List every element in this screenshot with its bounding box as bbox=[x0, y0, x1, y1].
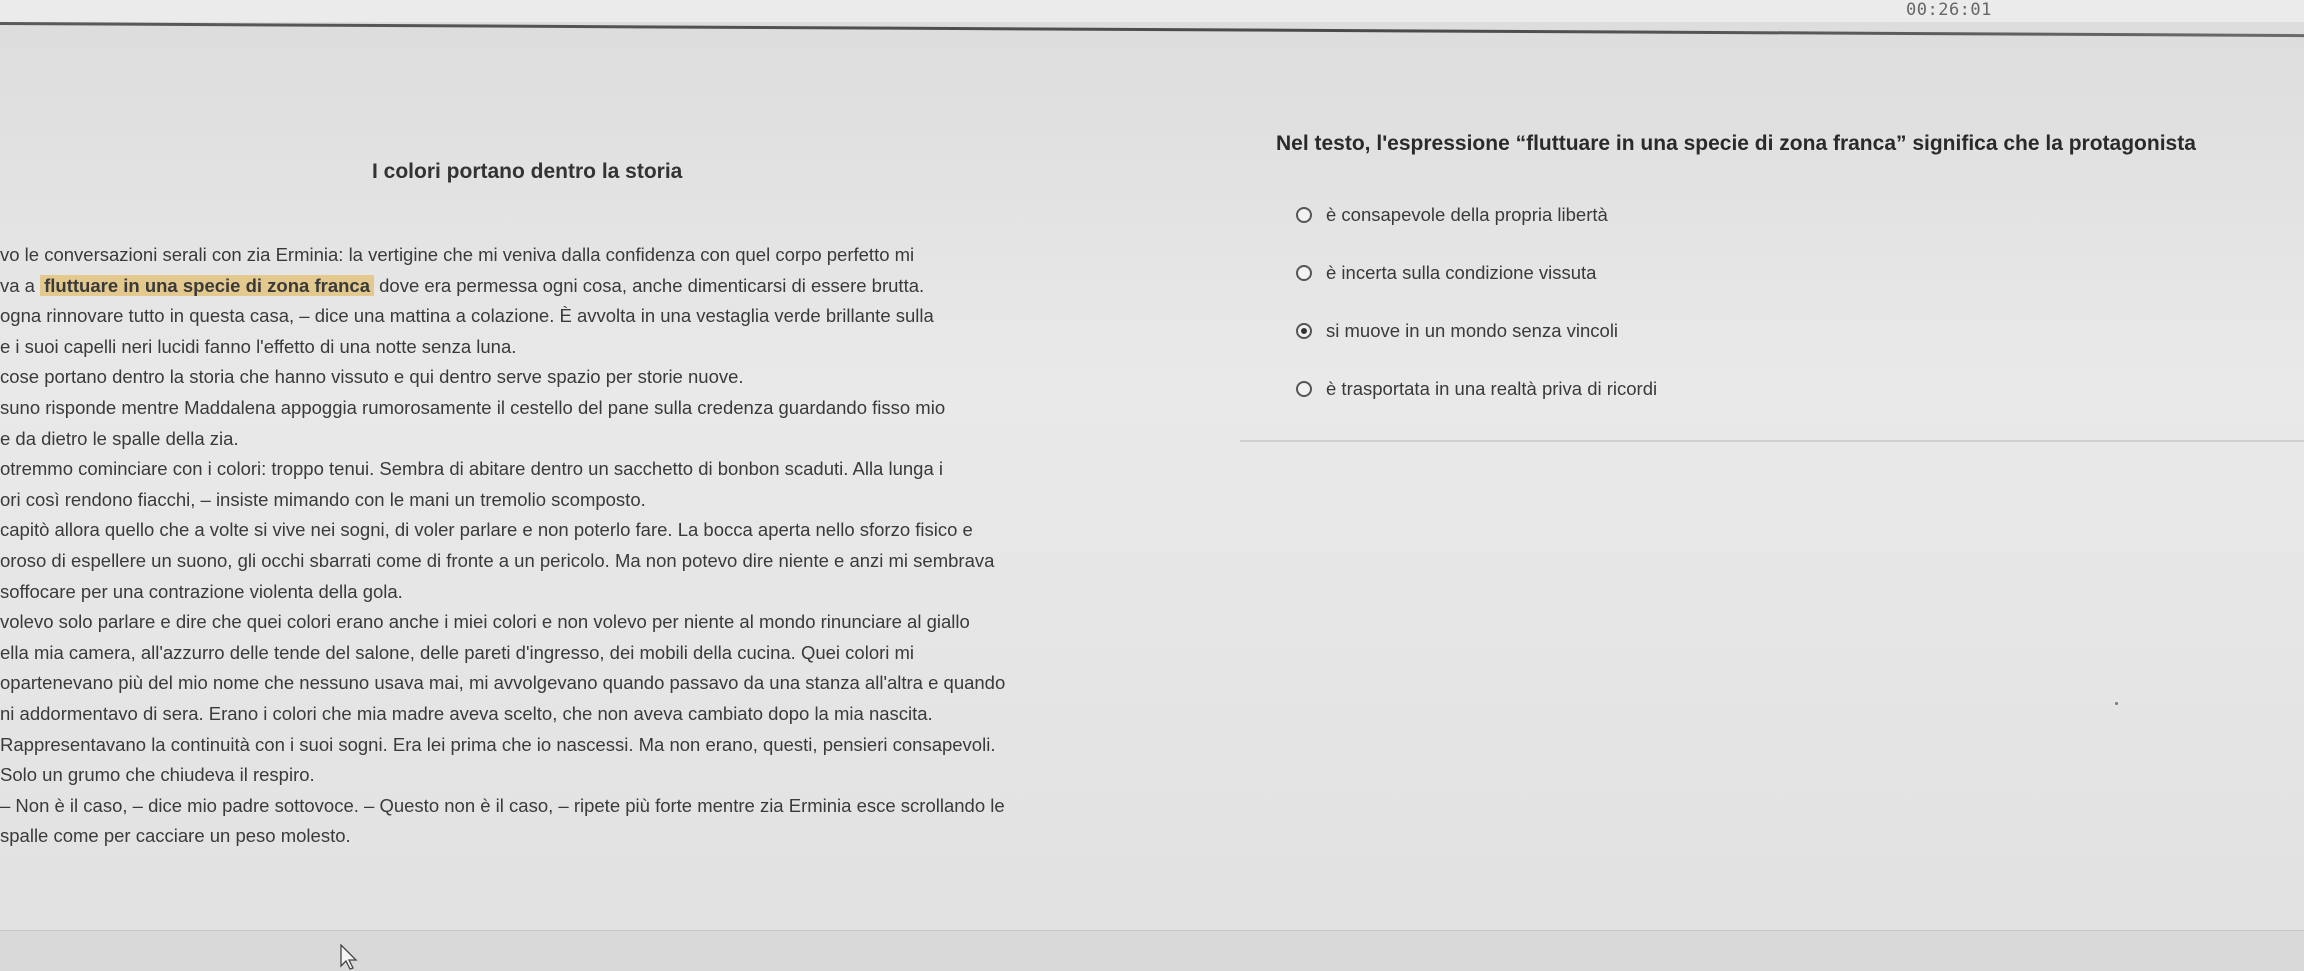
text-title: I colori portano dentro la storia bbox=[372, 160, 683, 183]
passage-text: volevo solo parlare e dire che quei colori erano anche i miei colori e non volevo per niente al mondo rinunciare al giallo bbox=[0, 611, 970, 632]
radio-button-icon[interactable] bbox=[1296, 207, 1312, 223]
passage-text: Solo un grumo che chiudeva il respiro. bbox=[0, 764, 315, 785]
passage-text: e da dietro le spalle della zia. bbox=[0, 428, 239, 449]
passage-line bbox=[0, 791, 1005, 821]
mouse-pointer-icon bbox=[340, 944, 360, 970]
answer-option-label: si muove in un mondo senza vincoli bbox=[1326, 320, 1619, 341]
passage-line bbox=[0, 240, 914, 270]
passage-text: suno risponde mentre Maddalena appoggia rumorosamente il cestello del pane sulla credenza guardando fisso mio bbox=[0, 397, 946, 418]
answer-option-label: è consapevole della propria libertà bbox=[1326, 204, 1608, 225]
answer-option-label: è incerta sulla condizione vissuta bbox=[1326, 262, 1597, 283]
passage-line bbox=[0, 454, 943, 484]
passage-line bbox=[0, 424, 239, 454]
passage-line bbox=[0, 821, 351, 851]
question-text: Nel testo, l'espressione “fluttuare in una specie di zona franca” significa che la protagonista bbox=[1276, 132, 2196, 155]
passage-text: ella mia camera, all'azzurro delle tende del salone, delle pareti d'ingresso, dei mobili della cucina. Quei colori mi bbox=[0, 642, 915, 663]
passage-text: capitò allora quello che a volte si vive nei sogni, di voler parlare e non poterlo fare. La bocca aperta nello sforzo fisico e bbox=[0, 519, 973, 540]
passage-text: Rappresentavano la continuità con i suoi sogni. Era lei prima che io nascessi. Ma non erano, questi, pensieri consapevoli. bbox=[0, 734, 996, 755]
passage-text: – Non è il caso, – dice mio padre sottovoce. – Questo non è il caso, – ripete più forte mentre zia Erminia esce scrollando le bbox=[0, 795, 1005, 816]
passage-line bbox=[0, 362, 744, 392]
passage-text: dove era permessa ogni cosa, anche dimenticarsi di essere brutta. bbox=[373, 275, 925, 296]
passage-line bbox=[0, 546, 994, 576]
radio-button-icon[interactable] bbox=[1296, 381, 1312, 397]
passage-text: ogna rinnovare tutto in questa casa, – dice una mattina a colazione. È avvolta in una vestaglia verde brillante sulla bbox=[0, 305, 934, 326]
timer: 00:26:01 bbox=[1906, 0, 1992, 20]
passage-line bbox=[0, 332, 516, 362]
passage-text: ori così rendono fiacchi, – insiste mimando con le mani un tremolio scomposto. bbox=[0, 489, 646, 510]
radio-button-icon[interactable] bbox=[1296, 265, 1312, 281]
answer-option-3[interactable] bbox=[1296, 316, 1618, 346]
passage-text: oroso di espellere un suono, gli occhi sbarrati come di fronte a un pericolo. Ma non potevo dire niente e anzi mi sembrava bbox=[0, 550, 995, 571]
passage-text: va a bbox=[0, 275, 41, 296]
passage-line bbox=[0, 607, 970, 637]
passage-text: otremmo cominciare con i colori: troppo tenui. Sembra di abitare dentro un sacchetto di bonbon scaduti. Alla lunga i bbox=[0, 458, 944, 479]
answer-option-2[interactable] bbox=[1296, 258, 1596, 288]
passage-line bbox=[0, 393, 945, 423]
passage-line bbox=[0, 301, 934, 331]
passage-text: soffocare per una contrazione violenta della gola. bbox=[0, 581, 403, 602]
answer-option-1[interactable] bbox=[1296, 200, 1608, 230]
passage-line bbox=[0, 699, 933, 729]
highlighted-expression: fluttuare in una specie di zona franca bbox=[40, 275, 374, 296]
passage-text: ni addormentavo di sera. Erano i colori che mia madre aveva scelto, che non aveva cambiato dopo la mia nascita. bbox=[0, 703, 933, 724]
answer-option-4[interactable] bbox=[1296, 374, 1657, 404]
passage-line bbox=[0, 515, 973, 545]
passage-text: spalle come per cacciare un peso molesto. bbox=[0, 825, 351, 846]
question-panel bbox=[1240, 112, 2304, 442]
passage-line bbox=[0, 668, 1005, 698]
passage-text: opartenevano più del mio nome che nessuno usava mai, mi avvolgevano quando passavo da una stanza all'altra e quando bbox=[0, 672, 1006, 693]
passage-line bbox=[0, 638, 914, 668]
passage-line bbox=[0, 730, 995, 760]
passage-text: e i suoi capelli neri lucidi fanno l'effetto di una notte senza luna. bbox=[0, 336, 517, 357]
passage-text: cose portano dentro la storia che hanno vissuto e qui dentro serve spazio per storie nuove. bbox=[0, 366, 744, 387]
answer-option-label: è trasportata in una realtà priva di ricordi bbox=[1326, 378, 1658, 399]
passage-line bbox=[0, 271, 924, 301]
passage-text: vo le conversazioni serali con zia Erminia: la vertigine che mi veniva dalla confidenza con quel corpo perfetto mi bbox=[0, 244, 915, 265]
passage-line bbox=[0, 760, 315, 790]
screen-speck bbox=[2115, 702, 2118, 705]
passage-line bbox=[0, 485, 646, 515]
radio-button-icon[interactable] bbox=[1296, 323, 1312, 339]
passage-line bbox=[0, 577, 403, 607]
